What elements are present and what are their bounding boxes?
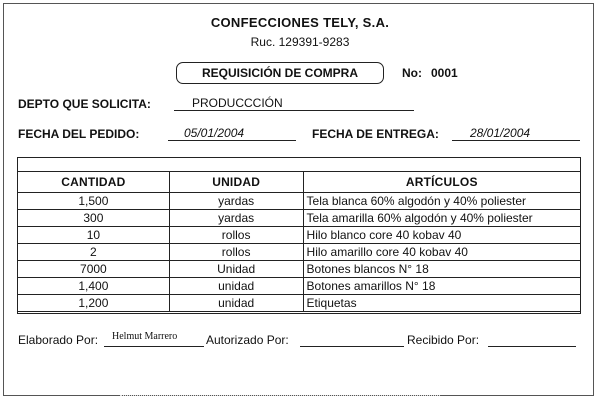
prepared-by-signature: Helmut Marrero xyxy=(112,331,178,342)
table-row xyxy=(18,295,581,312)
cell-quantity: 1,400 xyxy=(18,278,170,295)
cell-unit: unidad xyxy=(169,278,303,295)
cell-quantity: 1,500 xyxy=(18,193,170,210)
cell-article: Botones amarillos N° 18 xyxy=(303,278,580,295)
company-name: CONFECCIONES TELY, S.A. xyxy=(210,15,390,30)
cell-article: Tela blanca 60% algodón y 40% poliester xyxy=(303,193,580,210)
table-header-row xyxy=(18,172,581,193)
cell-article: Etiquetas xyxy=(303,295,580,312)
delivery-date-field: 28/01/2004 xyxy=(452,126,580,141)
cell-quantity: 10 xyxy=(18,227,170,244)
table-row xyxy=(18,210,581,227)
cell-unit: unidad xyxy=(169,295,303,312)
cell-article: Hilo amarillo core 40 kobav 40 xyxy=(303,244,580,261)
cell-quantity: 1,200 xyxy=(18,295,170,312)
prepared-by-label: Elaborado Por: xyxy=(18,333,99,347)
cell-unit: rollos xyxy=(169,244,303,261)
table-row xyxy=(18,261,581,278)
department-field: PRODUCCCIÓN xyxy=(174,96,414,111)
table-row xyxy=(18,244,581,261)
delivery-date-label: FECHA DE ENTREGA: xyxy=(312,127,439,141)
company-ruc: Ruc. 129391-9283 xyxy=(250,35,350,49)
order-date-field: 05/01/2004 xyxy=(168,126,296,141)
authorized-by-label: Autorizado Por: xyxy=(206,333,289,347)
header-unit: UNIDAD xyxy=(169,172,303,193)
order-date-label: FECHA DEL PEDIDO: xyxy=(18,127,140,141)
table-row xyxy=(18,278,581,295)
cell-article: Botones blancos N° 18 xyxy=(303,261,580,278)
cell-unit: yardas xyxy=(169,193,303,210)
header-articles: ARTÍCULOS xyxy=(303,172,580,193)
cell-unit: Unidad xyxy=(169,261,303,278)
table-row xyxy=(18,193,581,210)
cell-quantity: 2 xyxy=(18,244,170,261)
document-number-value: 0001 xyxy=(431,66,458,80)
department-label: DEPTO QUE SOLICITA: xyxy=(18,97,151,111)
prepared-by-line xyxy=(104,346,204,347)
items-table xyxy=(17,171,581,312)
table-row xyxy=(18,227,581,244)
cell-quantity: 7000 xyxy=(18,261,170,278)
document-number-label: No: xyxy=(402,66,422,80)
cell-article: Hilo blanco core 40 kobav 40 xyxy=(303,227,580,244)
document-title: REQUISICIÓN DE COMPRA xyxy=(176,62,384,84)
cell-unit: yardas xyxy=(169,210,303,227)
received-by-line xyxy=(488,346,576,347)
header-quantity: CANTIDAD xyxy=(18,172,170,193)
cell-unit: rollos xyxy=(169,227,303,244)
authorized-by-line xyxy=(300,346,404,347)
received-by-label: Recibido Por: xyxy=(407,333,480,347)
cell-article: Tela amarilla 60% algodón y 40% poliester xyxy=(303,210,580,227)
cell-quantity: 300 xyxy=(18,210,170,227)
